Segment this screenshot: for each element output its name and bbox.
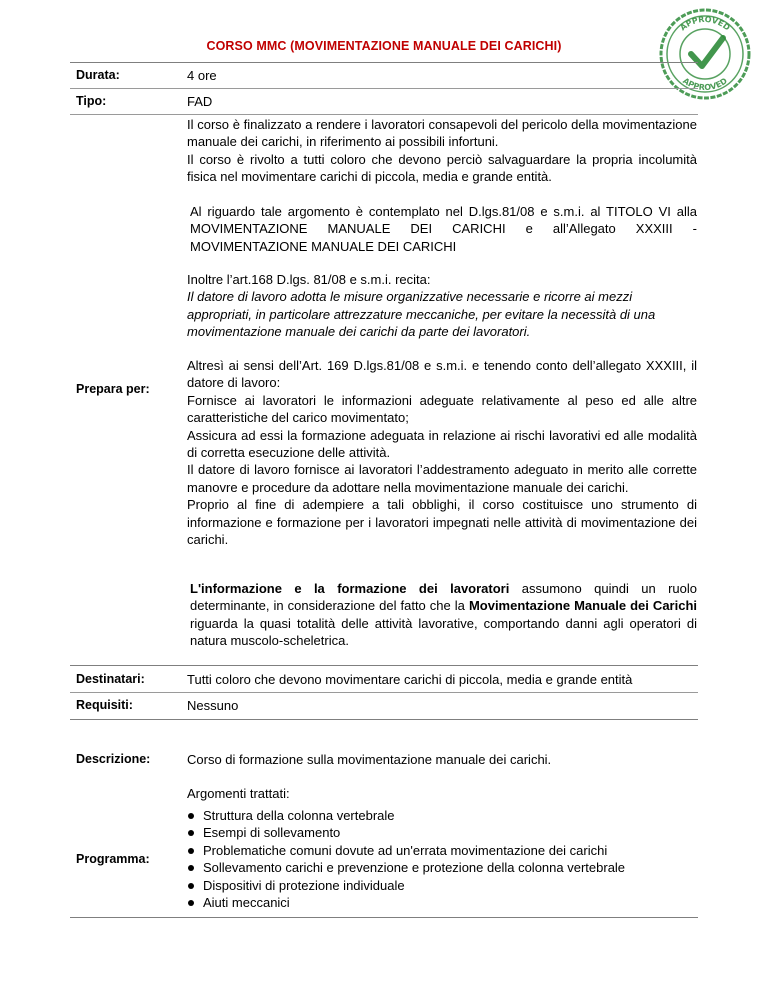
quote-text: Il datore di lavoro adotta le misure organizzative necessarie e ricorre ai mezzi appropriati, in particolare attrezzature meccaniche, per evitare la necessità di una movimentazione manuale dei carichi da parte dei lavoratori. — [187, 289, 656, 340]
durata-label: Durata: — [76, 68, 120, 82]
prepara-paragraph-1 — [187, 116, 697, 186]
text-line — [190, 580, 697, 650]
destinatari-label: Destinatari: — [76, 672, 145, 686]
divider — [70, 62, 698, 63]
tipo-label: Tipo: — [76, 94, 107, 108]
text-line: Fornisce ai lavoratori le informazioni adeguate relativamente al peso ed alle altre caratteristiche del carico movimentato; — [187, 392, 697, 426]
divider — [70, 719, 698, 720]
requisiti-label: Requisiti: — [76, 698, 133, 712]
approved-stamp — [655, 4, 755, 104]
text-span: riguarda la quasi totalità delle attività lavorative, comportando danni agli operatori di natura muscolo-scheletrica. — [190, 615, 697, 649]
list-item: Dispositivi di protezione individuale — [187, 877, 625, 894]
prepara-label: Prepara per: — [76, 382, 150, 396]
divider — [70, 665, 698, 666]
destinatari-value: Tutti coloro che devono movimentare carichi di piccola, media e grande entità — [187, 672, 633, 687]
text-line: Il corso è rivolto a tutti coloro che devono perciò salvaguardare la propria incolumità fisica nel movimentare carichi di piccola, media e grande entità. — [187, 151, 697, 185]
prepara-paragraph-5 — [190, 580, 697, 650]
divider — [70, 88, 698, 89]
stamp-text-bottom: APPROVED — [681, 76, 729, 93]
prepara-paragraph-3 — [187, 271, 697, 341]
text-line: Assicura ad essi la formazione adeguata in relazione ai rischi lavorativi ed alle modalità di corretta esecuzione delle attività. — [187, 427, 697, 461]
list-item: Problematiche comuni dovute ad un'errata movimentazione dei carichi — [187, 842, 625, 859]
text-line: Proprio al fine di adempiere a tali obblighi, il corso costituisce uno strumento di informazione e formazione per i lavoratori impegnati nelle attività di movimentazione dei carichi. — [187, 497, 697, 548]
list-item: Esempi di sollevamento — [187, 824, 625, 841]
text-line: Al riguardo tale argomento è contemplato nel D.lgs.81/08 e s.m.i. al TITOLO VI alla MOVIMENTAZIONE MANUALE DEI CARICHI e all’Allegato XXXIII - MOVIMENTAZIONE MANUALE DEI CARICHI — [190, 204, 697, 254]
requisiti-value: Nessuno — [187, 698, 239, 713]
descrizione-value: Corso di formazione sulla movimentazione manuale dei carichi. — [187, 752, 552, 767]
list-item: Aiuti meccanici — [187, 894, 625, 911]
divider — [70, 114, 698, 115]
text-line: Inoltre l’art.168 D.lgs. 81/08 e s.m.i. recita: — [187, 272, 431, 287]
descrizione-label: Descrizione: — [76, 752, 151, 766]
divider — [70, 917, 698, 918]
programma-list — [187, 807, 625, 911]
programma-label: Programma: — [76, 852, 150, 866]
text-line: Il corso è finalizzato a rendere i lavoratori consapevoli del pericolo della movimentazione manuale dei carichi, in riferimento ai possibili infortuni. — [187, 117, 697, 150]
list-item: Struttura della colonna vertebrale — [187, 807, 625, 824]
text-line: Il datore di lavoro fornisce ai lavoratori l’addestramento adeguato in merito alle corrette manovre e procedure da adottare nella movimentazione manuale dei carichi. — [187, 462, 697, 495]
svg-text:APPROVED — [678, 15, 732, 33]
durata-value: 4 ore — [187, 68, 217, 83]
bold-text: L'informazione e la formazione dei lavoratori — [190, 581, 510, 596]
document-title: CORSO MMC (MOVIMENTAZIONE MANUALE DEI CARICHI) — [206, 39, 562, 53]
text-span: assumono quindi un ruolo determinante, in considerazione del fatto che la — [190, 581, 697, 614]
prepara-paragraph-2 — [190, 203, 697, 255]
divider — [70, 692, 698, 693]
list-item: Sollevamento carichi e prevenzione e protezione della colonna vertebrale — [187, 859, 625, 876]
stamp-text-top: APPROVED — [678, 14, 732, 33]
programma-intro: Argomenti trattati: — [187, 786, 290, 801]
tipo-value: FAD — [187, 94, 213, 109]
text-line: Altresì ai sensi dell’Art. 169 D.lgs.81/08 e s.m.i. e tenendo conto dell’allegato XXXIII, il datore di lavoro: — [187, 358, 697, 391]
prepara-paragraph-4 — [187, 357, 697, 548]
bold-text: Movimentazione Manuale dei Carichi — [468, 598, 697, 614]
